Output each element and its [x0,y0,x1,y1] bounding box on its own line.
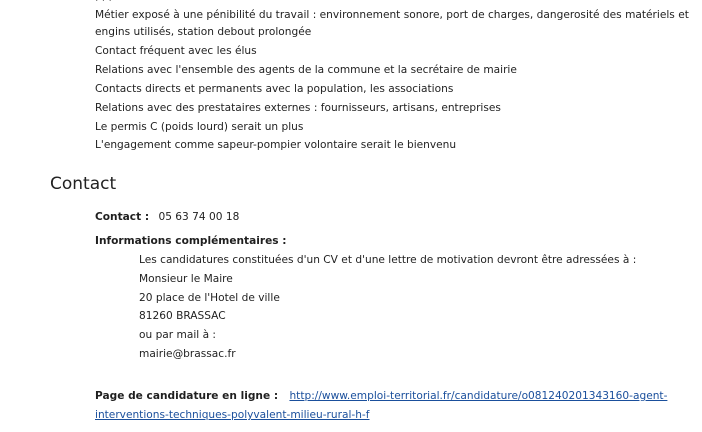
info-line: 81260 BRASSAC [139,310,226,322]
requirement-item: Relations avec l'ensemble des agents de la commune et la secrétaire de mairie [95,64,517,76]
info-line: Monsieur le Maire [139,273,233,285]
apply-row [95,389,667,403]
requirement-item: Le permis C (poids lourd) serait un plus [95,121,304,133]
section-heading-contact: Contact [50,174,117,194]
requirement-item: Contacts directs et permanents avec la population, les associations [95,83,454,95]
cut-off-line: · · · [95,0,112,7]
apply-link[interactable]: http://www.emploi-territorial.fr/candidature/o081240201343160-agent- [289,390,668,402]
apply-link-continued [95,408,369,422]
requirement-item: engins utilisés, station debout prolongée [95,26,312,38]
requirement-item: Relations avec des prestataires externes : fournisseurs, artisans, entreprises [95,102,501,114]
apply-link-wrap[interactable]: interventions-techniques-polyvalent-milieu-rural-h-f [95,409,370,421]
info-label: Informations complémentaires : [95,235,287,247]
info-line: ou par mail à : [139,329,216,341]
phone-row [95,210,239,224]
requirement-item: Contact fréquent avec les élus [95,45,257,57]
email-line: mairie@brassac.fr [139,348,236,360]
requirement-item: Métier exposé à une pénibilité du travail : environnement sonore, port de charges, dangerosité des matériels et [95,9,689,21]
info-line: Les candidatures constituées d'un CV et d'une lettre de motivation devront être adressées à : [139,254,637,266]
apply-label: Page de candidature en ligne : [95,390,279,402]
phone-label: Contact : [95,211,150,223]
phone-number: 05 63 74 00 18 [158,211,240,223]
requirement-item: L'engagement comme sapeur-pompier volontaire serait le bienvenu [95,139,457,151]
info-line: 20 place de l'Hotel de ville [139,292,280,304]
